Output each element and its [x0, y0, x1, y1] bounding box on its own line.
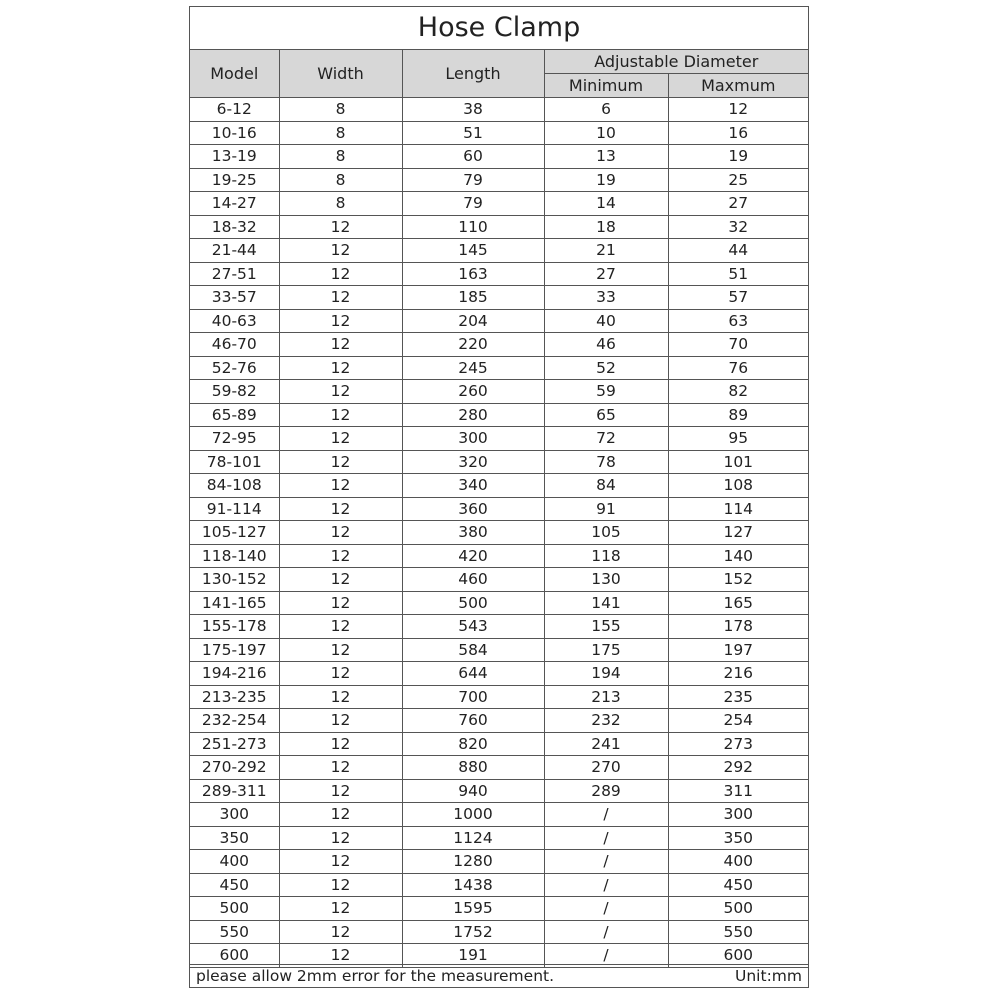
cell-model: 91-114	[190, 497, 279, 521]
header-adjustable-diameter: Adjustable Diameter	[544, 50, 808, 74]
table-row	[190, 333, 808, 357]
cell-maximum: 95	[668, 427, 808, 451]
cell-model: 194-216	[190, 662, 279, 686]
table-row	[190, 521, 808, 545]
table-row	[190, 286, 808, 310]
cell-width: 12	[279, 380, 402, 404]
cell-maximum: 197	[668, 638, 808, 662]
cell-minimum: 84	[544, 474, 668, 498]
table-row	[190, 380, 808, 404]
table-row	[190, 826, 808, 850]
cell-length: 1000	[402, 803, 544, 827]
cell-length: 204	[402, 309, 544, 333]
table-row	[190, 850, 808, 874]
header-maximum: Maxmum	[668, 74, 808, 98]
cell-model: 400	[190, 850, 279, 874]
cell-length: 300	[402, 427, 544, 451]
unit-label: Unit:mm	[735, 967, 802, 985]
table-row	[190, 403, 808, 427]
cell-maximum: 350	[668, 826, 808, 850]
cell-model: 141-165	[190, 591, 279, 615]
cell-width: 12	[279, 591, 402, 615]
cell-model: 52-76	[190, 356, 279, 380]
cell-minimum: /	[544, 920, 668, 944]
cell-minimum: 105	[544, 521, 668, 545]
cell-maximum: 25	[668, 168, 808, 192]
cell-model: 33-57	[190, 286, 279, 310]
cell-model: 46-70	[190, 333, 279, 357]
cell-length: 320	[402, 450, 544, 474]
cell-length: 260	[402, 380, 544, 404]
cell-width: 12	[279, 215, 402, 239]
cell-width: 12	[279, 803, 402, 827]
cell-length: 500	[402, 591, 544, 615]
cell-length: 60	[402, 145, 544, 169]
cell-length: 880	[402, 756, 544, 780]
cell-model: 550	[190, 920, 279, 944]
table-row	[190, 497, 808, 521]
cell-model: 130-152	[190, 568, 279, 592]
cell-minimum: 27	[544, 262, 668, 286]
cell-minimum: 72	[544, 427, 668, 451]
measurement-note: please allow 2mm error for the measurement.	[196, 967, 555, 985]
table-row	[190, 920, 808, 944]
cell-width: 12	[279, 497, 402, 521]
table-header	[190, 50, 808, 98]
header-width: Width	[279, 50, 402, 98]
cell-width: 12	[279, 568, 402, 592]
cell-minimum: /	[544, 897, 668, 921]
cell-width: 12	[279, 638, 402, 662]
cell-maximum: 165	[668, 591, 808, 615]
cell-maximum: 44	[668, 239, 808, 263]
cell-length: 340	[402, 474, 544, 498]
cell-model: 450	[190, 873, 279, 897]
cell-minimum: 213	[544, 685, 668, 709]
cell-length: 700	[402, 685, 544, 709]
cell-maximum: 76	[668, 356, 808, 380]
cell-minimum: /	[544, 803, 668, 827]
cell-length: 79	[402, 192, 544, 216]
cell-length: 220	[402, 333, 544, 357]
cell-maximum: 400	[668, 850, 808, 874]
table-row	[190, 145, 808, 169]
cell-minimum: 6	[544, 98, 668, 122]
cell-maximum: 51	[668, 262, 808, 286]
table-row	[190, 239, 808, 263]
cell-maximum: 101	[668, 450, 808, 474]
cell-minimum: 65	[544, 403, 668, 427]
cell-model: 118-140	[190, 544, 279, 568]
table-row	[190, 544, 808, 568]
cell-model: 251-273	[190, 732, 279, 756]
table-row	[190, 98, 808, 122]
cell-width: 8	[279, 121, 402, 145]
cell-width: 12	[279, 239, 402, 263]
cell-length: 51	[402, 121, 544, 145]
cell-length: 1595	[402, 897, 544, 921]
table-row	[190, 732, 808, 756]
cell-maximum: 450	[668, 873, 808, 897]
table-row	[190, 897, 808, 921]
cell-maximum: 27	[668, 192, 808, 216]
cell-maximum: 108	[668, 474, 808, 498]
cell-model: 40-63	[190, 309, 279, 333]
cell-minimum: 40	[544, 309, 668, 333]
cell-minimum: 46	[544, 333, 668, 357]
cell-minimum: /	[544, 944, 668, 968]
header-minimum: Minimum	[544, 74, 668, 98]
cell-maximum: 550	[668, 920, 808, 944]
header-length: Length	[402, 50, 544, 98]
cell-maximum: 178	[668, 615, 808, 639]
cell-minimum: 289	[544, 779, 668, 803]
cell-length: 380	[402, 521, 544, 545]
cell-maximum: 300	[668, 803, 808, 827]
table-row	[190, 192, 808, 216]
cell-maximum: 12	[668, 98, 808, 122]
table-row	[190, 262, 808, 286]
table-row	[190, 309, 808, 333]
cell-width: 12	[279, 521, 402, 545]
cell-model: 270-292	[190, 756, 279, 780]
cell-maximum: 127	[668, 521, 808, 545]
cell-minimum: 232	[544, 709, 668, 733]
cell-width: 12	[279, 850, 402, 874]
cell-width: 12	[279, 333, 402, 357]
cell-minimum: 175	[544, 638, 668, 662]
cell-width: 12	[279, 920, 402, 944]
cell-width: 12	[279, 427, 402, 451]
cell-maximum: 82	[668, 380, 808, 404]
cell-minimum: 194	[544, 662, 668, 686]
cell-width: 8	[279, 192, 402, 216]
cell-width: 12	[279, 873, 402, 897]
table-row	[190, 168, 808, 192]
table-row	[190, 662, 808, 686]
table-row	[190, 215, 808, 239]
table-footer	[190, 964, 808, 987]
cell-minimum: 52	[544, 356, 668, 380]
table-row	[190, 756, 808, 780]
cell-maximum: 311	[668, 779, 808, 803]
cell-maximum: 16	[668, 121, 808, 145]
spec-sheet	[189, 6, 809, 988]
cell-width: 12	[279, 615, 402, 639]
cell-maximum: 216	[668, 662, 808, 686]
cell-model: 300	[190, 803, 279, 827]
cell-model: 213-235	[190, 685, 279, 709]
cell-maximum: 57	[668, 286, 808, 310]
cell-width: 8	[279, 168, 402, 192]
cell-length: 1280	[402, 850, 544, 874]
cell-maximum: 63	[668, 309, 808, 333]
cell-model: 59-82	[190, 380, 279, 404]
cell-minimum: 21	[544, 239, 668, 263]
table-row	[190, 873, 808, 897]
cell-model: 105-127	[190, 521, 279, 545]
table-row	[190, 685, 808, 709]
spec-table	[190, 50, 808, 968]
cell-width: 12	[279, 709, 402, 733]
table-row	[190, 803, 808, 827]
sheet-title: Hose Clamp	[190, 7, 808, 50]
cell-width: 12	[279, 944, 402, 968]
cell-model: 6-12	[190, 98, 279, 122]
cell-model: 500	[190, 897, 279, 921]
cell-model: 175-197	[190, 638, 279, 662]
cell-model: 14-27	[190, 192, 279, 216]
cell-width: 8	[279, 98, 402, 122]
cell-width: 12	[279, 685, 402, 709]
cell-length: 460	[402, 568, 544, 592]
cell-length: 644	[402, 662, 544, 686]
cell-maximum: 89	[668, 403, 808, 427]
cell-model: 10-16	[190, 121, 279, 145]
cell-model: 289-311	[190, 779, 279, 803]
table-row	[190, 474, 808, 498]
cell-length: 1124	[402, 826, 544, 850]
cell-width: 12	[279, 474, 402, 498]
cell-minimum: /	[544, 873, 668, 897]
cell-width: 12	[279, 544, 402, 568]
header-model: Model	[190, 50, 279, 98]
table-row	[190, 356, 808, 380]
cell-width: 12	[279, 826, 402, 850]
cell-length: 360	[402, 497, 544, 521]
cell-length: 584	[402, 638, 544, 662]
cell-maximum: 254	[668, 709, 808, 733]
cell-width: 12	[279, 309, 402, 333]
cell-maximum: 600	[668, 944, 808, 968]
cell-length: 760	[402, 709, 544, 733]
cell-width: 12	[279, 756, 402, 780]
table-row	[190, 709, 808, 733]
cell-minimum: 13	[544, 145, 668, 169]
cell-model: 13-19	[190, 145, 279, 169]
cell-width: 12	[279, 403, 402, 427]
cell-model: 27-51	[190, 262, 279, 286]
cell-length: 1438	[402, 873, 544, 897]
cell-maximum: 32	[668, 215, 808, 239]
cell-width: 8	[279, 145, 402, 169]
cell-length: 280	[402, 403, 544, 427]
cell-minimum: 33	[544, 286, 668, 310]
cell-length: 245	[402, 356, 544, 380]
cell-minimum: 130	[544, 568, 668, 592]
cell-minimum: 10	[544, 121, 668, 145]
cell-model: 600	[190, 944, 279, 968]
cell-length: 38	[402, 98, 544, 122]
cell-maximum: 500	[668, 897, 808, 921]
cell-model: 155-178	[190, 615, 279, 639]
cell-model: 19-25	[190, 168, 279, 192]
cell-minimum: 270	[544, 756, 668, 780]
cell-minimum: 155	[544, 615, 668, 639]
cell-minimum: 19	[544, 168, 668, 192]
cell-model: 232-254	[190, 709, 279, 733]
cell-length: 185	[402, 286, 544, 310]
table-row	[190, 638, 808, 662]
cell-minimum: 18	[544, 215, 668, 239]
cell-minimum: /	[544, 850, 668, 874]
cell-model: 84-108	[190, 474, 279, 498]
table-body	[190, 98, 808, 968]
cell-minimum: 118	[544, 544, 668, 568]
cell-minimum: 241	[544, 732, 668, 756]
cell-length: 145	[402, 239, 544, 263]
table-row	[190, 591, 808, 615]
cell-minimum: /	[544, 826, 668, 850]
cell-model: 78-101	[190, 450, 279, 474]
cell-model: 21-44	[190, 239, 279, 263]
cell-width: 12	[279, 732, 402, 756]
cell-maximum: 19	[668, 145, 808, 169]
cell-maximum: 140	[668, 544, 808, 568]
cell-model: 72-95	[190, 427, 279, 451]
table-row	[190, 427, 808, 451]
cell-minimum: 14	[544, 192, 668, 216]
cell-width: 12	[279, 662, 402, 686]
cell-minimum: 141	[544, 591, 668, 615]
cell-maximum: 292	[668, 756, 808, 780]
table-row	[190, 779, 808, 803]
cell-length: 1752	[402, 920, 544, 944]
cell-length: 940	[402, 779, 544, 803]
table-row	[190, 568, 808, 592]
cell-model: 18-32	[190, 215, 279, 239]
cell-length: 420	[402, 544, 544, 568]
cell-maximum: 114	[668, 497, 808, 521]
cell-minimum: 91	[544, 497, 668, 521]
cell-minimum: 78	[544, 450, 668, 474]
cell-length: 163	[402, 262, 544, 286]
cell-maximum: 235	[668, 685, 808, 709]
cell-length: 79	[402, 168, 544, 192]
cell-width: 12	[279, 779, 402, 803]
table-row	[190, 450, 808, 474]
cell-maximum: 273	[668, 732, 808, 756]
cell-width: 12	[279, 286, 402, 310]
cell-maximum: 70	[668, 333, 808, 357]
cell-length: 191	[402, 944, 544, 968]
cell-width: 12	[279, 897, 402, 921]
cell-width: 12	[279, 356, 402, 380]
cell-length: 820	[402, 732, 544, 756]
cell-width: 12	[279, 450, 402, 474]
table-row	[190, 121, 808, 145]
cell-model: 350	[190, 826, 279, 850]
cell-maximum: 152	[668, 568, 808, 592]
cell-width: 12	[279, 262, 402, 286]
cell-length: 543	[402, 615, 544, 639]
cell-length: 110	[402, 215, 544, 239]
cell-minimum: 59	[544, 380, 668, 404]
cell-model: 65-89	[190, 403, 279, 427]
table-row	[190, 615, 808, 639]
